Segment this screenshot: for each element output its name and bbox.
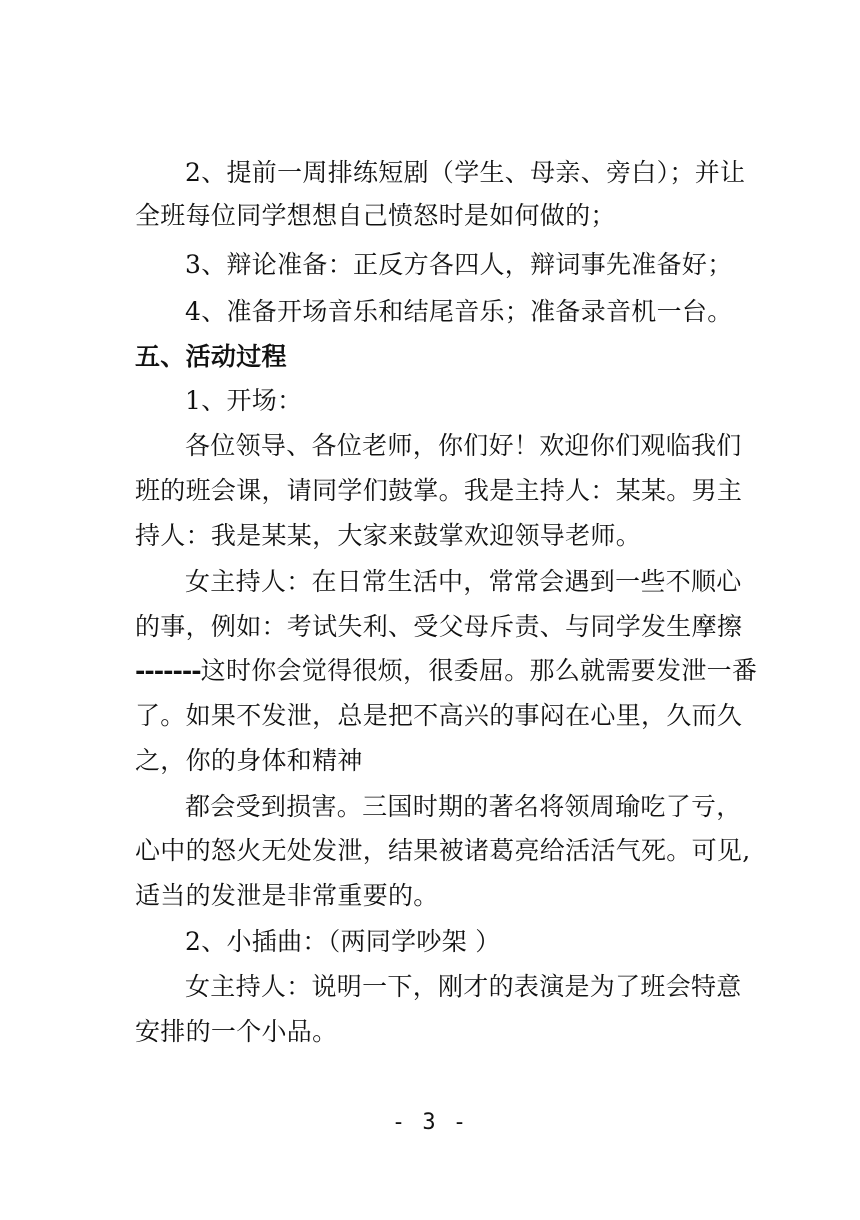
text-line: 1、开场： xyxy=(185,386,303,415)
text-line: 4、准备开场音乐和结尾音乐；准备录音机一台。 xyxy=(185,297,733,326)
text-line: 女主持人：说明一下，刚才的表演是为了班会特意 xyxy=(185,972,742,1001)
text-line: 适当的发泄是非常重要的。 xyxy=(135,881,439,910)
text-line: 女主持人：在日常生活中，常常会遇到一些不顺心 xyxy=(185,567,742,596)
text-line: 2、提前一周排练短剧（学生、母亲、旁白）；并让 xyxy=(185,158,746,187)
text-line: 之，你的身体和精神 xyxy=(135,746,363,775)
text-line: 全班每位同学想想自己愤怒时是如何做的； xyxy=(135,201,616,230)
text-line: 持人：我是某某，大家来鼓掌欢迎领导老师。 xyxy=(135,521,642,550)
dash-run: ------- xyxy=(135,656,201,685)
text-line: 了。如果不发泄，总是把不高兴的事闷在心里，久而久 xyxy=(135,701,743,730)
text-line: 心中的怒火无处发泄，结果被诸葛亮给活活气死。可见, xyxy=(135,836,751,865)
text-line: 3、辩论准备：正反方各四人，辩词事先准备好； xyxy=(185,250,733,279)
text-line: 的事，例如：考试失利、受父母斥责、与同学发生摩擦 xyxy=(135,612,743,641)
text-line: 都会受到损害。三国时期的著名将领周瑜吃了亏， xyxy=(185,792,742,821)
text-line: 班的班会课，请同学们鼓掌。我是主持人：某某。男主 xyxy=(135,476,743,505)
text-line xyxy=(135,655,758,687)
text-line: 各位领导、各位老师，你们好！欢迎你们观临我们 xyxy=(185,431,742,460)
text-line: 2、小插曲：（两同学吵架 ） xyxy=(185,927,501,956)
text-line-continuation: 这时你会觉得很烦，很委屈。那么就需要发泄一番 xyxy=(200,656,758,685)
page-number: - 3 - xyxy=(391,1110,469,1135)
text-line: 安排的一个小品。 xyxy=(135,1017,338,1046)
section-heading: 五、活动过程 xyxy=(135,342,287,371)
